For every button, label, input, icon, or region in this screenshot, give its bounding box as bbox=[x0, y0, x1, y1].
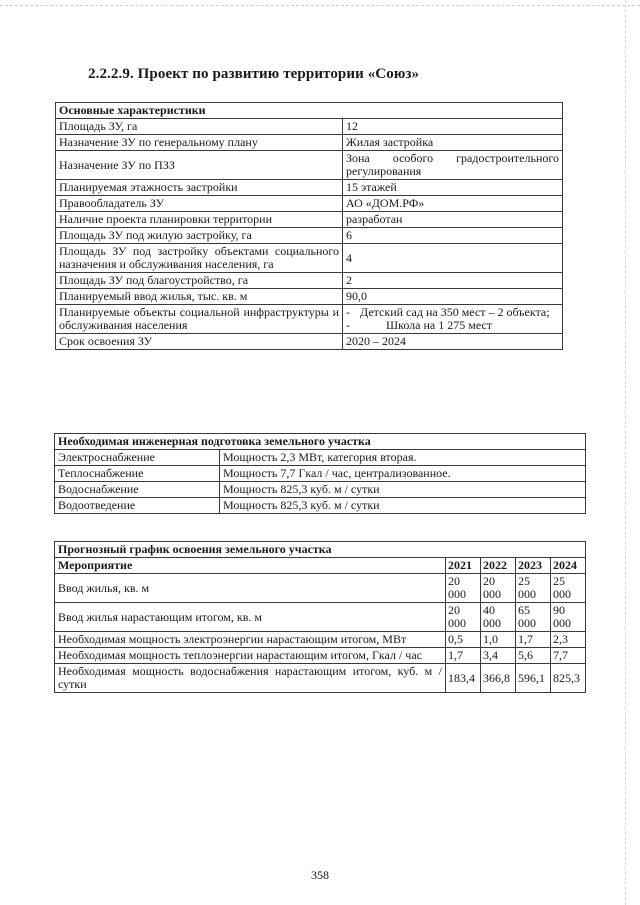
table-row bbox=[55, 664, 586, 693]
section-title: 2.2.2.9. Проект по развитию территории «Союз» bbox=[88, 66, 420, 82]
list-item-text: Детский сад на 350 мест – 2 объекта; bbox=[360, 305, 550, 319]
row-value: 3,4 bbox=[481, 648, 516, 664]
row-label: Ввод жилья нарастающим итогом, кв. м bbox=[55, 603, 446, 632]
row-value-list bbox=[343, 305, 563, 334]
row-label: Площадь ЗУ под благоустройство, га bbox=[56, 273, 343, 289]
page-number: 358 bbox=[311, 868, 329, 882]
table-header-row bbox=[55, 434, 586, 450]
table-header: Прогнозный график освоения земельного участка bbox=[55, 542, 586, 558]
row-value: 2 bbox=[343, 273, 563, 289]
row-value: 1,7 bbox=[446, 648, 481, 664]
scan-top-edge bbox=[0, 5, 640, 6]
column-header-year: 2023 bbox=[516, 558, 551, 574]
row-label: Необходимая мощность теплоэнергии нарастающим итогом, Гкал / час bbox=[55, 648, 446, 664]
list-item-text: Школа на 1 275 мест bbox=[386, 318, 493, 332]
row-value: 0,5 bbox=[446, 632, 481, 648]
table-row bbox=[56, 196, 563, 212]
row-label: Планируемый ввод жилья, тыс. кв. м bbox=[56, 289, 343, 305]
row-value: разработан bbox=[343, 212, 563, 228]
column-header-row bbox=[55, 558, 586, 574]
table-row bbox=[56, 119, 563, 135]
row-value: 596,1 bbox=[516, 664, 551, 693]
row-value: Жилая застройка bbox=[343, 135, 563, 151]
row-label: Площадь ЗУ под жилую застройку, га bbox=[56, 228, 343, 244]
table-row bbox=[56, 212, 563, 228]
row-value: 6 bbox=[343, 228, 563, 244]
row-value: Мощность 7,7 Гкал / час, централизованное. bbox=[220, 466, 586, 482]
scan-right-edge bbox=[625, 0, 626, 905]
table-header: Основные характеристики bbox=[56, 103, 563, 119]
row-value: 2020 – 2024 bbox=[343, 334, 563, 350]
row-value: 1,0 bbox=[481, 632, 516, 648]
row-label: Теплоснабжение bbox=[55, 466, 220, 482]
table-row bbox=[56, 334, 563, 350]
column-header-year: 2024 bbox=[551, 558, 586, 574]
column-header-year: 2022 bbox=[481, 558, 516, 574]
row-value: 366,8 bbox=[481, 664, 516, 693]
table-header: Необходимая инженерная подготовка земельного участка bbox=[55, 434, 586, 450]
row-value: 183,4 bbox=[446, 664, 481, 693]
schedule-table bbox=[54, 541, 586, 693]
row-label: Водоотведение bbox=[55, 498, 220, 514]
list-item bbox=[346, 319, 559, 332]
table-row bbox=[55, 574, 586, 603]
row-value: 25 000 bbox=[551, 574, 586, 603]
row-label: Водоснабжение bbox=[55, 482, 220, 498]
row-label: Планируемая этажность застройки bbox=[56, 180, 343, 196]
row-label: Ввод жилья, кв. м bbox=[55, 574, 446, 603]
table-row bbox=[56, 289, 563, 305]
table-row bbox=[56, 273, 563, 289]
row-value: 4 bbox=[343, 244, 563, 273]
row-value: Зона особого градостроительного регулирования bbox=[343, 151, 563, 180]
row-value: 825,3 bbox=[551, 664, 586, 693]
row-label: Наличие проекта планировки территории bbox=[56, 212, 343, 228]
row-value: Мощность 825,3 куб. м / сутки bbox=[220, 498, 586, 514]
table-row bbox=[55, 648, 586, 664]
row-value: 20 000 bbox=[446, 574, 481, 603]
row-value: 5,6 bbox=[516, 648, 551, 664]
row-value: АО «ДОМ.РФ» bbox=[343, 196, 563, 212]
row-value: 12 bbox=[343, 119, 563, 135]
row-label: Площадь ЗУ, га bbox=[56, 119, 343, 135]
row-value: Мощность 825,3 куб. м / сутки bbox=[220, 482, 586, 498]
row-value: 20 000 bbox=[446, 603, 481, 632]
table-row bbox=[55, 450, 586, 466]
row-label: Срок освоения ЗУ bbox=[56, 334, 343, 350]
table-row bbox=[56, 228, 563, 244]
column-header-year: 2021 bbox=[446, 558, 481, 574]
row-value: 40 000 bbox=[481, 603, 516, 632]
table-row bbox=[56, 151, 563, 180]
row-value: 2,3 bbox=[551, 632, 586, 648]
row-value: 65 000 bbox=[516, 603, 551, 632]
row-label: Правообладатель ЗУ bbox=[56, 196, 343, 212]
row-label: Назначение ЗУ по ПЗЗ bbox=[56, 151, 343, 180]
bullet-dash: - bbox=[346, 305, 350, 319]
table-row bbox=[55, 466, 586, 482]
row-label: Электроснабжение bbox=[55, 450, 220, 466]
table-header-row bbox=[55, 542, 586, 558]
table-row bbox=[56, 135, 563, 151]
table-row bbox=[56, 305, 563, 334]
table-row bbox=[56, 180, 563, 196]
row-value: 25 000 bbox=[516, 574, 551, 603]
bullet-dash: - bbox=[346, 318, 350, 332]
table-row bbox=[55, 482, 586, 498]
table-row bbox=[55, 632, 586, 648]
row-label: Планируемые объекты социальной инфраструктуры и обслуживания населения bbox=[56, 305, 343, 334]
row-value: 20 000 bbox=[481, 574, 516, 603]
row-label: Необходимая мощность электроэнергии нарастающим итогом, МВт bbox=[55, 632, 446, 648]
main-characteristics-table bbox=[55, 102, 563, 350]
row-value: 7,7 bbox=[551, 648, 586, 664]
row-value: 1,7 bbox=[516, 632, 551, 648]
table-row bbox=[55, 603, 586, 632]
row-value: 90,0 bbox=[343, 289, 563, 305]
row-label: Необходимая мощность водоснабжения нарастающим итогом, куб. м / сутки bbox=[55, 664, 446, 693]
row-value: 90 000 bbox=[551, 603, 586, 632]
column-header-activity: Мероприятие bbox=[55, 558, 446, 574]
row-label: Площадь ЗУ под застройку объектами социального назначения и обслуживания населения, га bbox=[56, 244, 343, 273]
row-value: Мощность 2,3 МВт, категория вторая. bbox=[220, 450, 586, 466]
table-row bbox=[56, 244, 563, 273]
row-label: Назначение ЗУ по генеральному плану bbox=[56, 135, 343, 151]
engineering-table bbox=[54, 433, 586, 514]
table-header-row bbox=[56, 103, 563, 119]
row-value: 15 этажей bbox=[343, 180, 563, 196]
table-row bbox=[55, 498, 586, 514]
